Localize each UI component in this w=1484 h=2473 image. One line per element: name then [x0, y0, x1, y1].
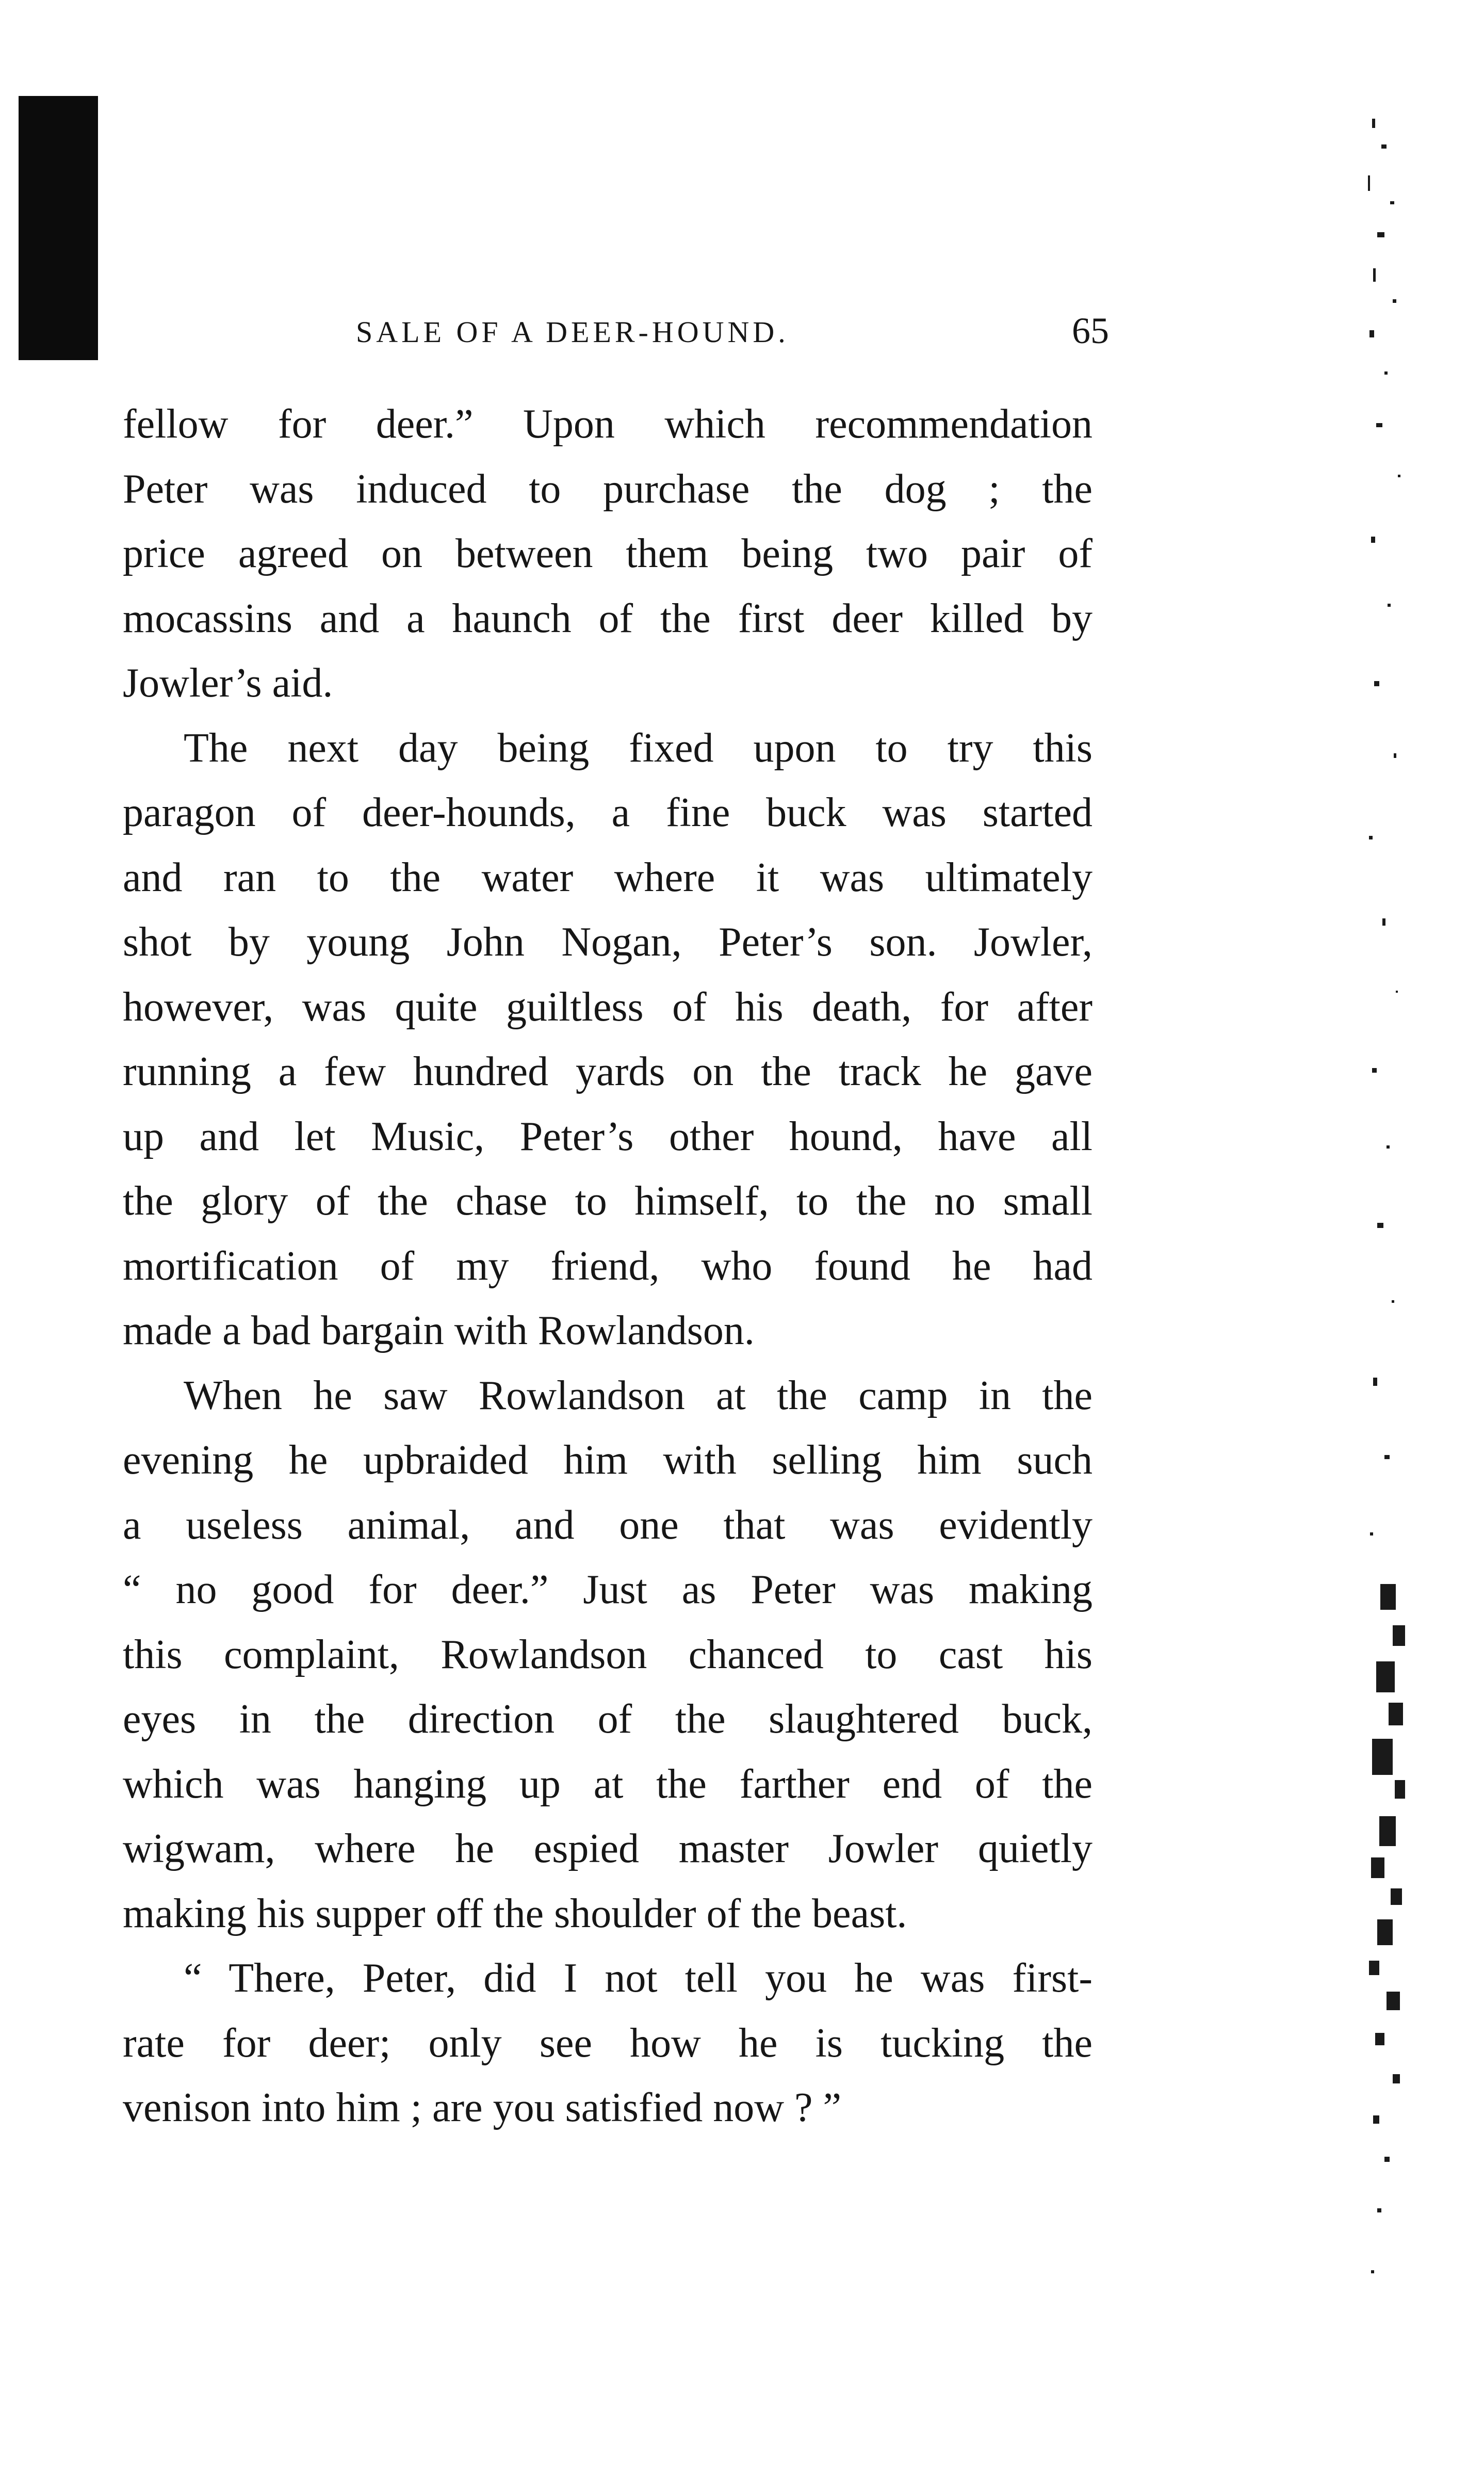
text-line: Jowler’s aid.	[123, 660, 333, 706]
paragraph	[123, 392, 1092, 716]
page-header	[356, 310, 1109, 366]
text-line: up and let Music, Peter’s other hound, have all	[123, 1113, 1092, 1159]
scan-edge-bar	[19, 96, 98, 360]
text-line: mocassins and a haunch of the first deer killed by	[123, 595, 1092, 641]
text-line: running a few hundred yards on the track he gave	[123, 1049, 1092, 1094]
paragraph	[123, 1364, 1092, 1947]
paragraph	[123, 716, 1092, 1364]
paragraph	[123, 1946, 1092, 2141]
page-number: 65	[1072, 310, 1109, 351]
text-line: Peter was induced to purchase the dog ; the	[123, 466, 1092, 512]
text-line: mortification of my friend, who found he had	[123, 1243, 1092, 1289]
text-line: however, was quite guiltless of his death, for after	[123, 984, 1092, 1030]
text-line: price agreed on between them being two pair of	[123, 531, 1092, 576]
text-line: evening he upbraided him with selling him such	[123, 1437, 1092, 1483]
text-line: The next day being fixed upon to try this	[184, 725, 1092, 771]
running-head: SALE OF A DEER-HOUND.	[356, 315, 789, 349]
text-line: rate for deer; only see how he is tucking the	[123, 2020, 1092, 2066]
text-line: eyes in the direction of the slaughtered buck,	[123, 1696, 1092, 1742]
text-line: making his supper off the shoulder of the beast.	[123, 1890, 907, 1936]
text-line: wigwam, where he espied master Jowler quietly	[123, 1826, 1092, 1871]
text-line: paragon of deer-hounds, a fine buck was started	[123, 790, 1092, 835]
text-line: and ran to the water where it was ultimately	[123, 854, 1092, 900]
body-text	[123, 392, 1092, 2146]
text-line: venison into him ; are you satisfied now ? ”	[123, 2085, 842, 2130]
text-line: a useless animal, and one that was evidently	[123, 1502, 1092, 1548]
text-line: “ no good for deer.” Just as Peter was making	[123, 1567, 1092, 1612]
text-line: fellow for deer.” Upon which recommendation	[123, 401, 1092, 447]
text-line: When he saw Rowlandson at the camp in the	[184, 1372, 1092, 1418]
text-line: the glory of the chase to himself, to the no small	[123, 1178, 1092, 1224]
text-line: made a bad bargain with Rowlandson.	[123, 1308, 755, 1353]
text-line: which was hanging up at the farther end of the	[123, 1761, 1092, 1807]
text-line: shot by young John Nogan, Peter’s son. Jowler,	[123, 919, 1092, 965]
text-line: “ There, Peter, did I not tell you he was first-	[184, 1955, 1092, 2001]
text-line: this complaint, Rowlandson chanced to cast his	[123, 1631, 1092, 1677]
gutter-speckle-noise	[1362, 114, 1455, 2332]
